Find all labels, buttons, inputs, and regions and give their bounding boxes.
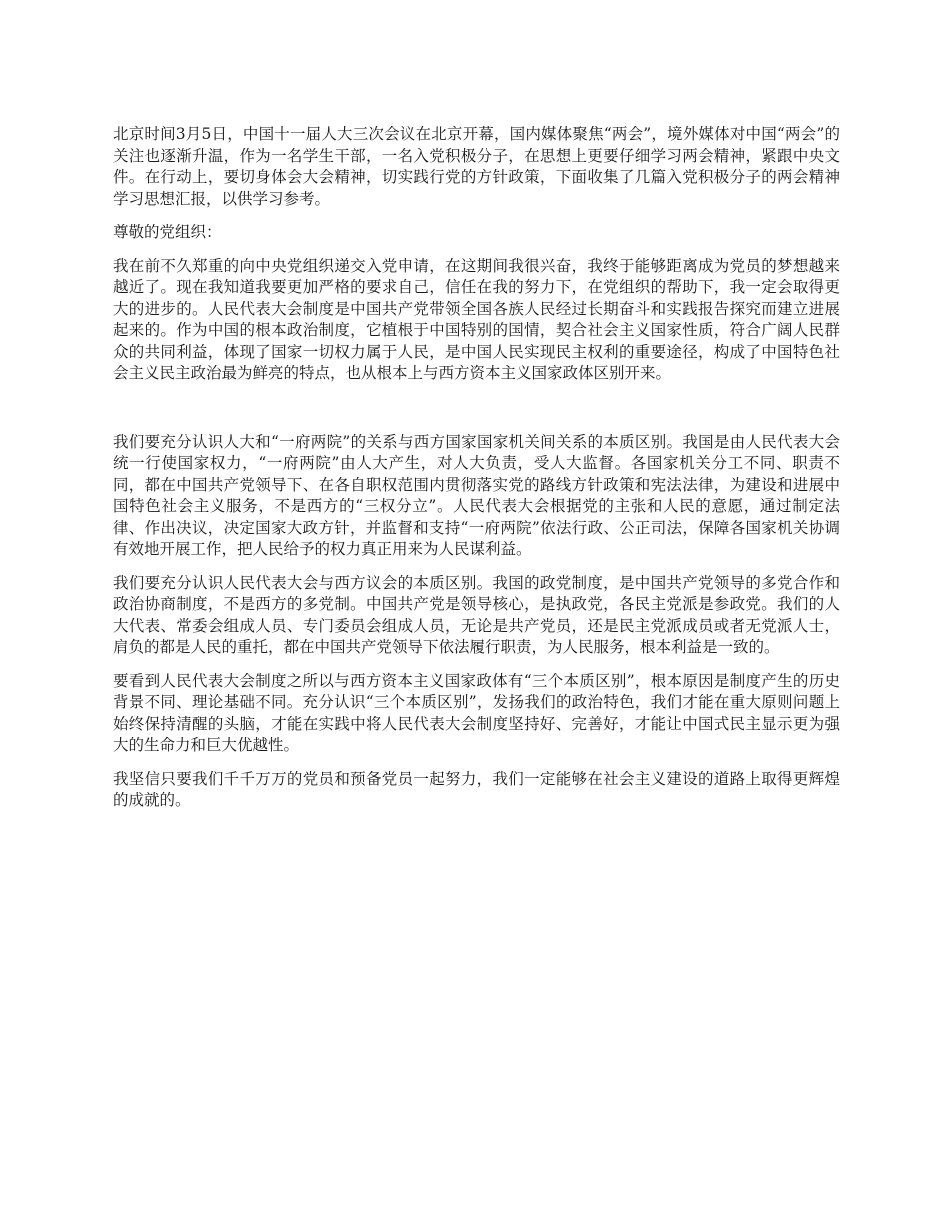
body-paragraph-1: 我在前不久郑重的向中央党组织递交入党申请，在这期间我很兴奋，我终于能够距离成为党员的梦想越来越近了。现在我知道我要更加严格的要求自己，信任在我的努力下，在党组织的帮助下，我一定会取得更大的进步的。人民代表大会制度是中国共产党带领全国各族人民经过长期奋斗和实践报告探究而建立进展起来的。作为中国的根本政治制度，它植根于中国特别的国情，契合社会主义国家性质，符合广阔人民群众的共同利益，体现了国家一切权力属于人民，是中国人民实现民主权利的重要途径，构成了中国特色社会主义民主政治最为鲜亮的特点，也从根本上与西方资本主义国家政体区别开来。 [113, 256, 840, 382]
closing-paragraph: 我坚信只要我们千千万万的党员和预备党员一起努力，我们一定能够在社会主义建设的道路上取得更辉煌的成就的。 [113, 769, 840, 809]
body-paragraph-4: 要看到人民代表大会制度之所以与西方资本主义国家政体有“三个本质区别”，根本原因是制度产生的历史背景不同、理论基础不同。充分认识“三个本质区别”，发扬我们的政治特色，我们才能在重大原则问题上始终保持清醒的头脑，才能在实践中将人民代表大会制度坚持好、完善好，才能让中国式民主显示更为强大的生命力和巨大优越性。 [113, 671, 840, 754]
body-paragraph-2: 我们要充分认识人大和“一府两院”的关系与西方国家国家机关间关系的本质区别。我国是由人民代表大会统一行使国家权力，“一府两院”由人大产生，对人大负责，受人大监督。各国家机关分工不同、职责不同，都在中国共产党领导下、在各自职权范围内贯彻落实党的路线方针政策和宪法法律，为建设和进展中国特色社会主义服务，不是西方的“三权分立”。人民代表大会根据党的主张和人民的意愿，通过制定法律、作出决议，决定国家大政方针，并监督和支持“一府两院”依法行政、公正司法，保障各国家机关协调有效地开展工作，把人民给予的权力真正用来为人民谋利益。 [113, 432, 840, 558]
document-body [113, 124, 840, 824]
body-paragraph-3: 我们要充分认识人民代表大会与西方议会的本质区别。我国的政党制度，是中国共产党领导的多党合作和政治协商制度，不是西方的多党制。中国共产党是领导核心，是执政党，各民主党派是参政党。我们的人大代表、常委会组成人员、专门委员会组成人员，无论是共产党员，还是民主党派成员或者无党派人士，肩负的都是人民的重托，都在中国共产党领导下依法履行职责，为人民服务，根本利益是一致的。 [113, 573, 840, 656]
intro-paragraph: 北京时间3月5日，中国十一届人大三次会议在北京开幕，国内媒体聚焦“两会”，境外媒体对中国“两会”的关注也逐渐升温，作为一名学生干部，一名入党积极分子，在思想上更要仔细学习两会精神，紧跟中央文件。在行动上，要切身体会大会精神，切实践行党的方针政策，下面收集了几篇入党积极分子的两会精神学习思想汇报，以供学习参考。 [113, 125, 840, 208]
salutation: 尊敬的党组织： [113, 223, 222, 241]
